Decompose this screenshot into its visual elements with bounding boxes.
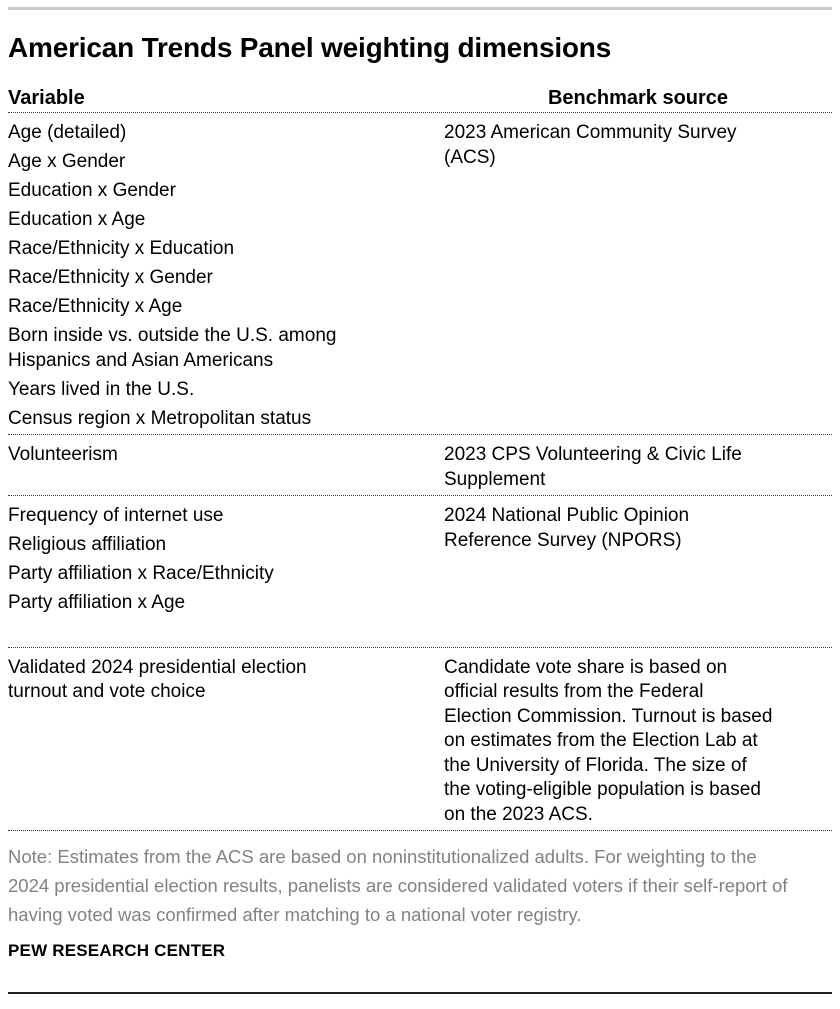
variable-list (8, 443, 368, 468)
variable-item: Education x Age (8, 209, 146, 230)
variable-item: Frequency of internet use (8, 505, 224, 526)
variable-item: Validated 2024 presidential election turnout and vote choice (8, 656, 307, 702)
variable-cell (8, 121, 444, 431)
table-row (8, 648, 832, 832)
variable-item: Race/Ethnicity x Age (8, 296, 183, 317)
variable-item: Age x Gender (8, 151, 126, 172)
variable-item: Religious affiliation (8, 534, 167, 555)
variable-item: Years lived in the U.S. (8, 378, 195, 400)
source-label: PEW RESEARCH CENTER (8, 941, 226, 960)
variable-cell (8, 656, 444, 828)
table-row (8, 496, 832, 648)
benchmark-cell: 2024 National Public Opinion Reference Survey (NPORS) (444, 505, 690, 551)
variable-item: Born inside vs. outside the U.S. among Hispanics and Asian Americans (8, 325, 337, 371)
page-title: American Trends Panel weighting dimensions (8, 32, 612, 63)
table-header-row (8, 87, 832, 113)
bottom-rule (8, 992, 832, 994)
variable-cell (8, 443, 444, 492)
table-row (8, 113, 832, 435)
variable-list (8, 504, 368, 616)
variable-item: Age (detailed) (8, 122, 127, 143)
variable-item: Race/Ethnicity x Education (8, 238, 235, 259)
table-row (8, 435, 832, 496)
top-rule (8, 7, 832, 10)
note-text: Note: Estimates from the ACS are based on noninstitutionalized adults. For weighting to the 2024 presidential election results, panelists are considered validated voters if their self-report of having voted was confirmed after matching to a national voter registry. (8, 846, 788, 925)
column-header-variable: Variable (8, 87, 85, 109)
variable-list (8, 121, 368, 431)
variable-item: Census region x Metropolitan status (8, 407, 312, 429)
benchmark-cell: 2023 CPS Volunteering & Civic Life Supplement (444, 444, 742, 490)
variable-list (8, 656, 368, 705)
variable-item: Party affiliation x Race/Ethnicity (8, 563, 274, 584)
table-body (8, 113, 832, 831)
variable-item: Party affiliation x Age (8, 592, 186, 613)
benchmark-cell: Candidate vote share is based on official results from the Federal Election Commission. Turnout is based on estimates from the Election Lab at the University of Florida. The size of the voting-eligible population is based on the 2023 ACS. (444, 656, 773, 825)
benchmark-cell: 2023 American Community Survey (ACS) (444, 122, 737, 168)
variable-item: Race/Ethnicity x Gender (8, 267, 213, 288)
figure-container (0, 7, 840, 994)
variable-item: Volunteerism (8, 444, 118, 465)
column-header-benchmark-source: Benchmark source (547, 87, 729, 109)
variable-cell (8, 504, 444, 616)
variable-item: Education x Gender (8, 180, 176, 201)
